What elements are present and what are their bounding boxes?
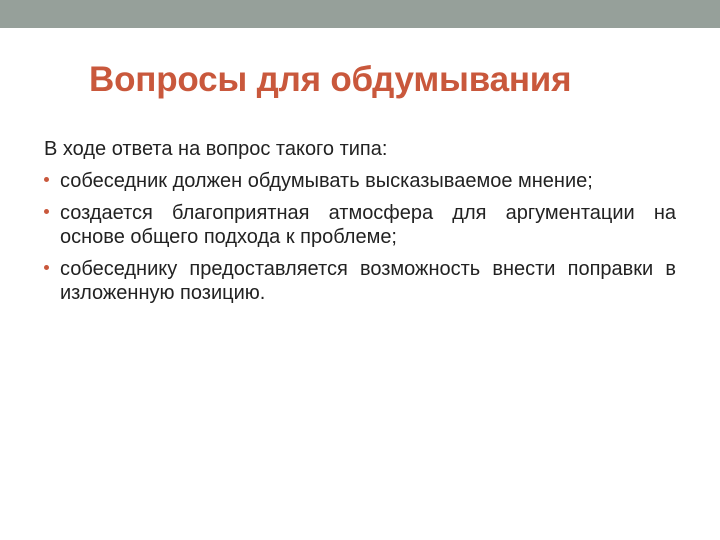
bullet-dot-icon <box>44 177 49 182</box>
bullet-text: собеседнику предоставляется возможность внести поправки в изложенную позицию. <box>60 258 676 304</box>
top-bar <box>0 0 720 28</box>
bullet-item-1 <box>44 169 676 193</box>
slide-body <box>44 137 676 313</box>
bullet-text: собеседник должен обдумывать высказываемое мнение; <box>60 170 593 192</box>
bullet-list <box>44 169 676 305</box>
intro-text: В ходе ответа на вопрос такого типа: <box>44 138 388 160</box>
bullet-item-2 <box>44 201 676 249</box>
bullet-dot-icon <box>44 209 49 214</box>
bullet-item-3 <box>44 257 676 305</box>
bullet-text: создается благоприятная атмосфера для аргументации на основе общего подхода к проблеме; <box>60 202 676 248</box>
slide-title: Вопросы для обдумывания <box>89 60 572 99</box>
bullet-dot-icon <box>44 265 49 270</box>
